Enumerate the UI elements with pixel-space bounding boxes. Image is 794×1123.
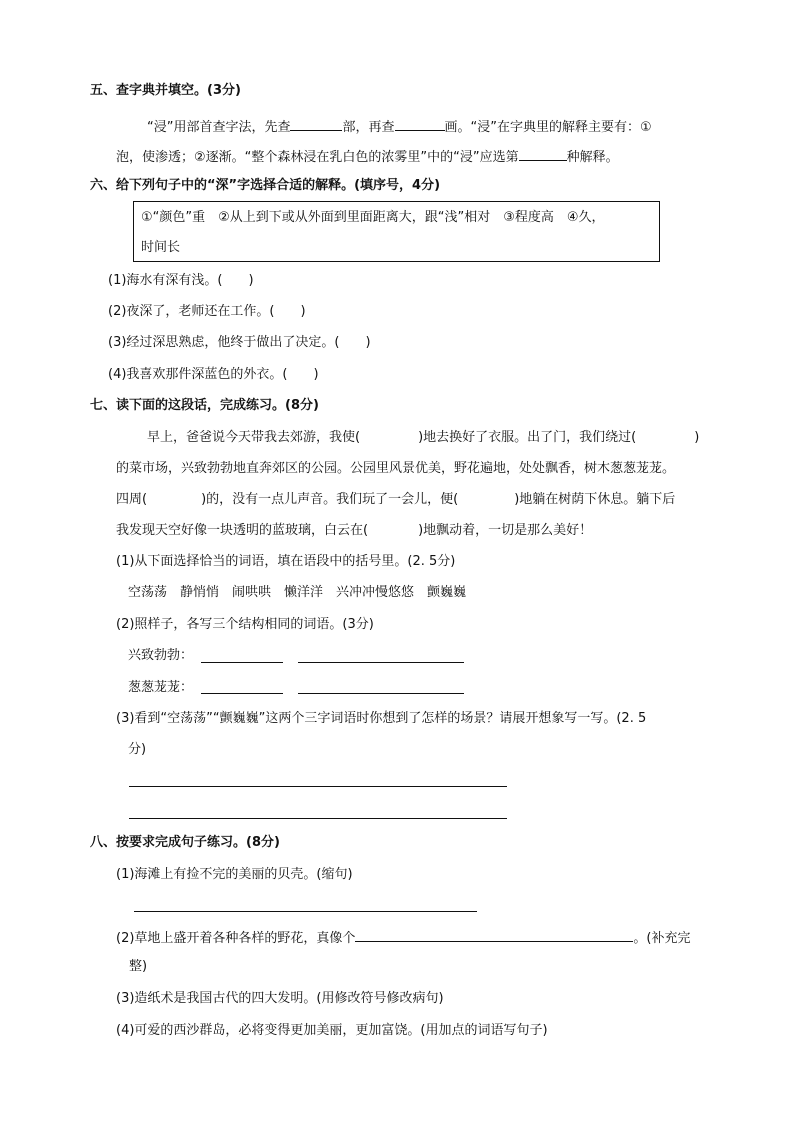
definitions-line-2: 时间长 — [141, 240, 181, 255]
s6-question-1[interactable]: (1)海水有深有浅。( ) — [108, 273, 254, 288]
passage-text: 四周( — [116, 492, 148, 507]
definition-choice-blank[interactable] — [519, 146, 567, 161]
word-bank: 空荡荡 静悄悄 闹哄哄 懒洋洋 兴冲冲慢悠悠 颤巍巍 — [128, 585, 467, 600]
radical-blank[interactable] — [290, 116, 342, 131]
s8-q2-answer-blank[interactable] — [355, 927, 633, 942]
passage-text: )的，没有一点儿声音。我们玩了一会儿，便( — [201, 492, 459, 507]
section-5-line-2 — [116, 146, 619, 167]
example-1-label: 兴致勃勃： — [128, 648, 194, 663]
passage-text: )地去换好了衣服。出了门，我们绕过( — [418, 430, 637, 445]
passage-line-1 — [147, 429, 699, 447]
passage-line-4 — [116, 522, 592, 540]
s7-question-1: (1)从下面选择恰当的词语，填在语段中的括号里。(2. 5分) — [116, 554, 456, 569]
s8-q2-text: (2)草地上盛开着各种各样的野花，真像个 — [116, 931, 356, 946]
s5-text-a: “浸”用部首查字法，先查 — [147, 120, 291, 135]
s8-q1-answer-line[interactable] — [134, 911, 477, 912]
section-6-title: 六、给下列句子中的“深”字选择合适的解释。(填序号，4分) — [90, 178, 441, 193]
s8-question-4: (4)可爱的西沙群岛，必将变得更加美丽，更加富饶。(用加点的词语写句子) — [116, 1023, 548, 1038]
s5-text-b: 部，再查 — [342, 120, 395, 135]
s5-text-c: 画。“浸”在字典里的解释主要有：① — [444, 120, 652, 135]
example-2-label: 葱葱茏茏： — [128, 680, 194, 695]
passage-line-3 — [116, 491, 675, 509]
passage-text: ) — [694, 430, 700, 445]
s7-question-3: (3)看到“空荡荡”“颤巍巍”这两个三字词语时你想到了怎样的场景？请展开想象写一写。(2. 5 — [116, 711, 647, 726]
passage-text: 早上，爸爸说今天带我去郊游，我使( — [147, 430, 361, 445]
stroke-count-blank[interactable] — [395, 116, 445, 131]
s7-question-3-cont: 分) — [128, 742, 147, 757]
s6-question-2[interactable]: (2)夜深了，老师还在工作。( ) — [108, 304, 306, 319]
example-2-answer-line-a[interactable] — [201, 693, 283, 694]
section-8-title: 八、按要求完成句子练习。(8分) — [90, 835, 280, 850]
s8-q2-text: 。(补充完 — [633, 931, 691, 946]
s5-text-e: 种解释。 — [566, 150, 619, 165]
s5-text-d: 泡，使渗透；②逐渐。“整个森林浸在乳白色的浓雾里”中的“浸”应选第 — [116, 150, 519, 165]
s6-question-3[interactable]: (3)经过深思熟虑，他终于做出了决定。( ) — [108, 335, 371, 350]
writing-answer-line-2[interactable] — [129, 818, 507, 819]
writing-answer-line-1[interactable] — [129, 786, 507, 787]
definitions-line-1: ①“颜色”重 ②从上到下或从外面到里面距离大，跟“浅”相对 ③程度高 ④久， — [141, 210, 605, 225]
section-7-title: 七、读下面的这段话，完成练习。(8分) — [90, 398, 319, 413]
s8-question-1: (1)海滩上有捡不完的美丽的贝壳。(缩句) — [116, 867, 353, 882]
section-5-line-1 — [147, 116, 652, 137]
example-2-answer-line-b[interactable] — [298, 693, 464, 694]
s8-question-2-cont: 整) — [129, 959, 148, 974]
s6-question-4[interactable]: (4)我喜欢那件深蓝色的外衣。( ) — [108, 367, 319, 382]
s7-question-2: (2)照样子，各写三个结构相同的词语。(3分) — [116, 617, 374, 632]
example-1-answer-line-b[interactable] — [298, 662, 464, 663]
passage-line-2: 的菜市场，兴致勃勃地直奔郊区的公园。公园里风景优美，野花遍地，处处飘香，树木葱葱茏茏。 — [116, 461, 676, 476]
passage-text: )地躺在树荫下休息。躺下后 — [514, 492, 676, 507]
s8-question-3: (3)造纸术是我国古代的四大发明。(用修改符号修改病句) — [116, 991, 444, 1006]
section-5-title: 五、查字典并填空。(3分) — [90, 83, 241, 98]
passage-text: )地飘动着，一切是那么美好！ — [418, 523, 593, 538]
passage-text: 我发现天空好像一块透明的蓝玻璃，白云在( — [116, 523, 369, 538]
s8-question-2 — [116, 927, 691, 948]
example-1-answer-line-a[interactable] — [201, 662, 283, 663]
